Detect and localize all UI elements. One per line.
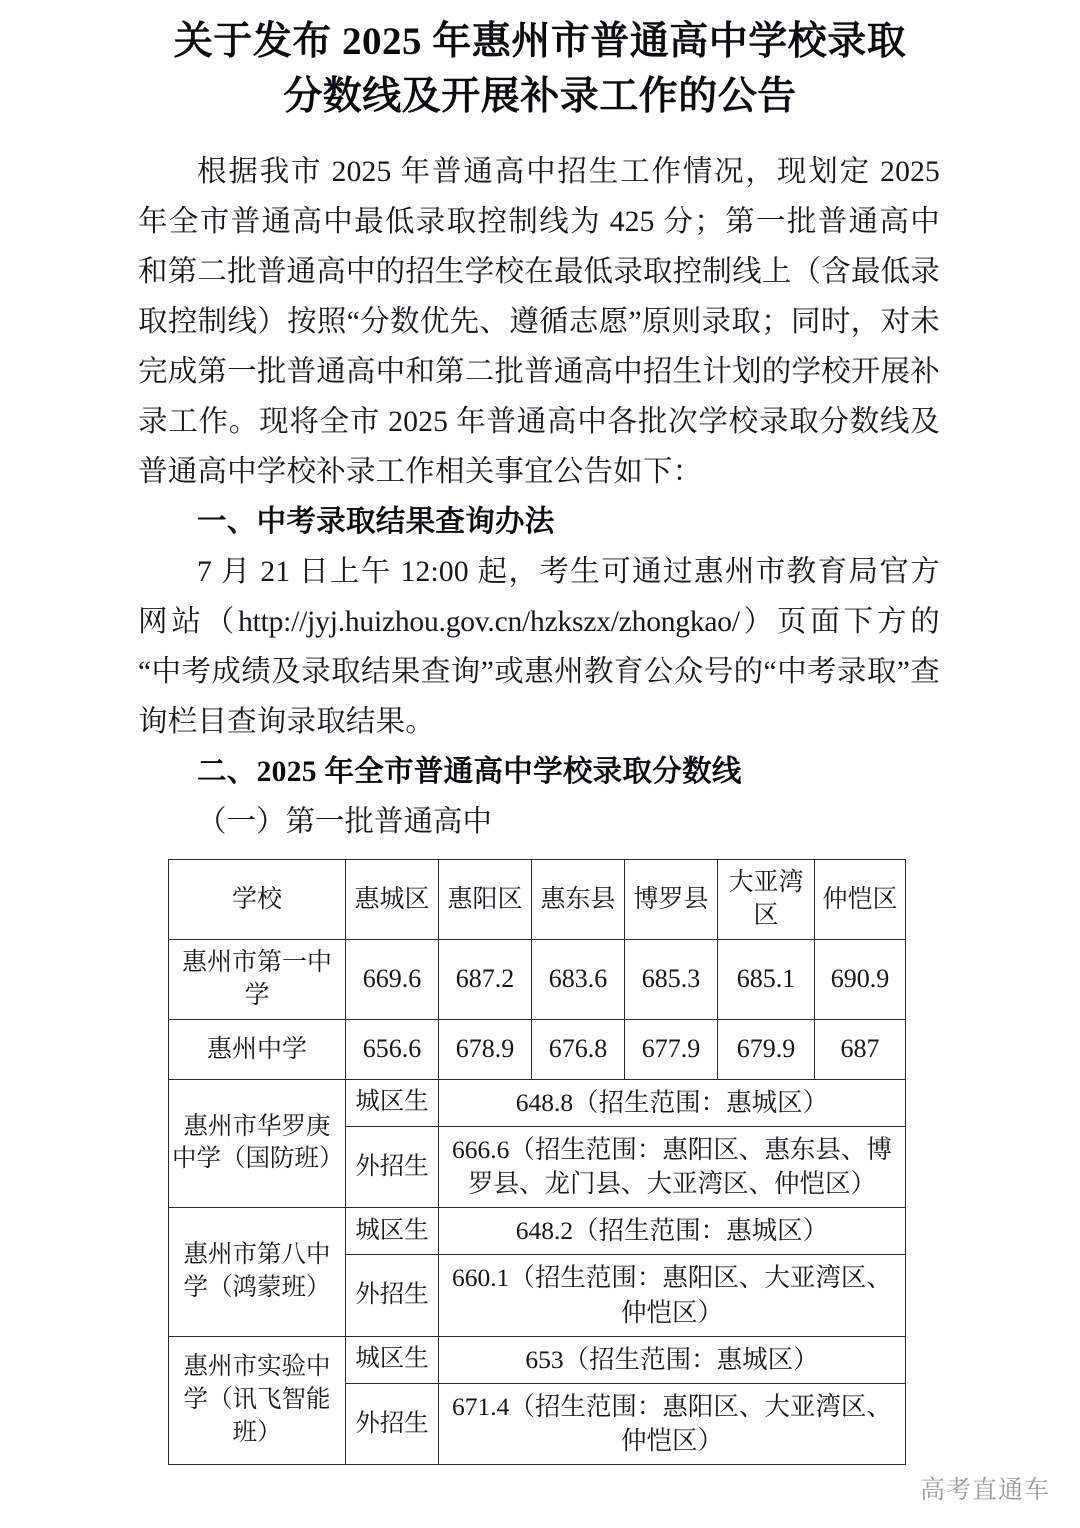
cell-school-name: 惠州市第八中学（鸿蒙班） <box>169 1208 346 1336</box>
first-batch-score-table <box>168 859 906 1465</box>
cell-score-range: 648.8（招生范围：惠城区） <box>439 1079 906 1126</box>
column-header-dayawan: 大亚湾区 <box>718 859 815 939</box>
cell-score: 676.8 <box>532 1019 625 1079</box>
page-title-line-2: 分数线及开展补录工作的公告 <box>283 75 797 119</box>
column-header-huidong: 惠东县 <box>532 859 625 939</box>
score-table-container <box>0 859 1080 1465</box>
section-two-heading: 二、2025 年全市普通高中学校录取分数线 <box>197 755 742 788</box>
cell-score: 678.9 <box>439 1019 532 1079</box>
cell-score-range: 660.1（招生范围：惠阳区、大亚湾区、仲恺区） <box>439 1255 906 1336</box>
section-one-heading: 一、中考录取结果查询办法 <box>197 505 555 538</box>
cell-school-name: 惠州市实验中学（讯飞智能班） <box>169 1336 346 1464</box>
cell-score: 683.6 <box>532 939 625 1019</box>
column-header-school: 学校 <box>169 859 346 939</box>
cell-score: 685.1 <box>718 939 815 1019</box>
cell-school-name: 惠州中学 <box>169 1019 346 1079</box>
cell-student-type: 城区生 <box>346 1208 439 1255</box>
intro-paragraph: 根据我市 2025 年普通高中招生工作情况，现划定 2025 年全市普通高中最低录取控制线为 425 分；第一批普通高中和第二批普通高中的招生学校在最低录取控制线上（含最低录取控制线）按照“分数优先、遵循志愿”原则录取；同时，对未完成第一批普通高中和第二批普通高中招生计划的学校开展补录工作。现将全市 2025 年普通高中各批次学校录取分数线及普通高中学校补录工作相关事宜公告如下： <box>138 155 940 488</box>
cell-student-type: 城区生 <box>346 1079 439 1126</box>
page-title <box>0 0 1080 125</box>
cell-score-range: 666.6（招生范围：惠阳区、惠东县、博罗县、龙门县、大亚湾区、仲恺区） <box>439 1126 906 1207</box>
column-header-zhongkai: 仲恺区 <box>815 859 906 939</box>
cell-school-name: 惠州市华罗庚中学（国防班） <box>169 1079 346 1207</box>
cell-student-type: 城区生 <box>346 1336 439 1383</box>
cell-score: 656.6 <box>346 1019 439 1079</box>
table-body <box>169 939 906 1464</box>
cell-score: 690.9 <box>815 939 906 1019</box>
table-header <box>169 859 906 939</box>
cell-score: 669.6 <box>346 939 439 1019</box>
cell-score-range: 648.2（招生范围：惠城区） <box>439 1208 906 1255</box>
cell-student-type: 外招生 <box>346 1383 439 1464</box>
table-row <box>169 1019 906 1079</box>
cell-score: 685.3 <box>625 939 718 1019</box>
section-one-text-before-url: 7 月 21 日上午 12:00 起，考生可通过惠州市教育局官方网站（ <box>138 555 940 638</box>
table-row <box>169 1079 906 1126</box>
table-row <box>169 1336 906 1383</box>
page-title-line-1: 关于发布 2025 年惠州市普通高中学校录取 <box>173 20 907 63</box>
watermark: 高考直通车 <box>919 1476 1050 1504</box>
document-body <box>0 147 1080 847</box>
cell-score-range: 653（招生范围：惠城区） <box>439 1336 906 1383</box>
cell-school-name: 惠州市第一中学 <box>169 939 346 1019</box>
cell-score: 677.9 <box>625 1019 718 1079</box>
cell-score: 687.2 <box>439 939 532 1019</box>
table-header-row <box>169 859 906 939</box>
subsection-one-heading: （一）第一批普通高中 <box>197 805 493 838</box>
cell-score-range: 671.4（招生范围：惠阳区、大亚湾区、仲恺区） <box>439 1383 906 1464</box>
official-website-url[interactable]: http://jyj.huizhou.gov.cn/hzkszx/zhongkao/ <box>238 605 740 638</box>
table-row <box>169 939 906 1019</box>
column-header-boluo: 博罗县 <box>625 859 718 939</box>
section-one-text-after-url: ）页面下方的“中考成绩及录取结果查询”或惠州教育公众号的“中考录取”查询栏目查询录取结果。 <box>138 605 940 738</box>
table-row <box>169 1208 906 1255</box>
cell-score: 687 <box>815 1019 906 1079</box>
column-header-huicheng: 惠城区 <box>346 859 439 939</box>
cell-student-type: 外招生 <box>346 1255 439 1336</box>
column-header-huiyang: 惠阳区 <box>439 859 532 939</box>
section-one-paragraph <box>138 547 940 747</box>
cell-score: 679.9 <box>718 1019 815 1079</box>
cell-student-type: 外招生 <box>346 1126 439 1207</box>
